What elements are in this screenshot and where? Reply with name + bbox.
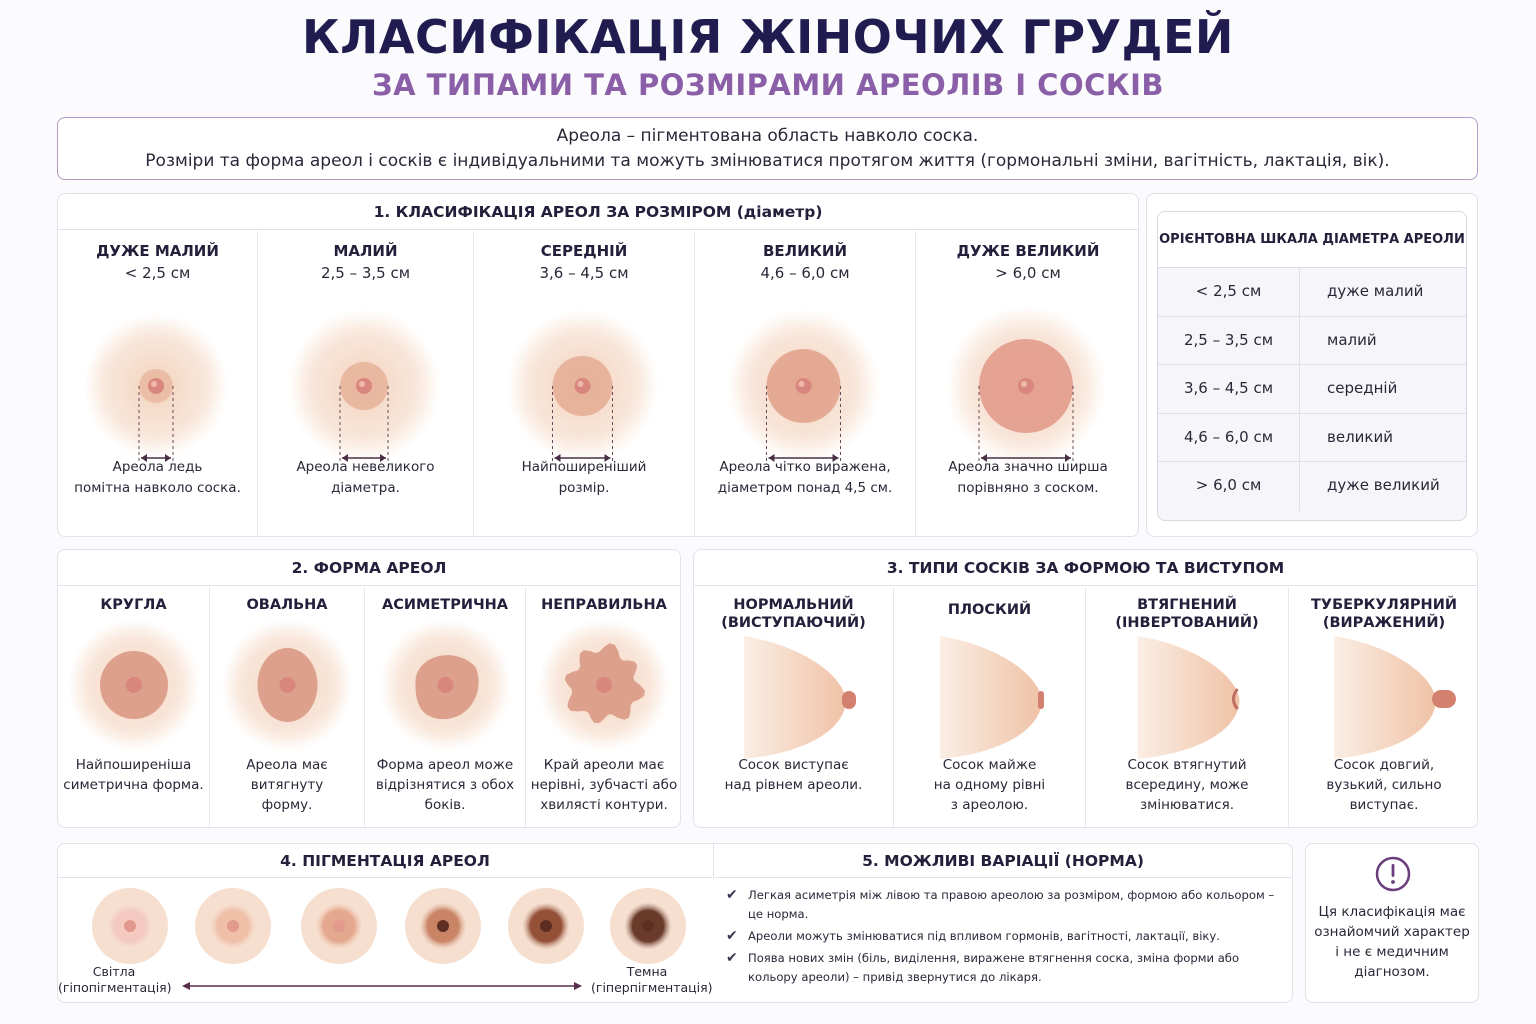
disclaimer-text: Ця класифікація має ознайомчий характер і не є медичним діагнозом. [1314,904,1470,980]
size-description [262,457,469,499]
size-name: ДУЖЕ МАЛИЙ [96,242,219,260]
scale-label: дуже великий [1327,476,1440,494]
scale-label: малий [1327,330,1377,349]
nipple-type-name [1289,596,1479,632]
page-title: КЛАСИФІКАЦІЯ ЖІНОЧИХ ГРУДЕЙ [302,10,1234,64]
nipple-description-line: над рівнем ареоли. [724,777,863,793]
shape-description [369,755,521,815]
areola-shape-illustration [526,615,682,755]
size-section [57,193,1139,537]
areola-shape-illustration [58,615,210,755]
size-section-title: 1. КЛАСИФІКАЦІЯ АРЕОЛ ЗА РОЗМІРОМ (діаметр) [58,194,1138,230]
nipple [438,677,454,693]
scale-divider [1299,414,1300,462]
size-column [474,231,695,536]
shape-section [57,549,681,828]
shape-description-line: боків. [424,797,466,813]
nipple-description [1090,755,1284,815]
pigment-variations-section [57,843,1293,1003]
intro-line-1: Ареола – пігментована область навколо соска. [556,126,979,146]
size-description-line: Ареола невеликого [296,459,435,475]
nipple-description-line: на одному рівні [933,777,1046,793]
nipple-column [694,587,894,827]
areola-size-illustration [258,291,474,471]
pigment-tone-swatch [92,888,168,964]
shape-description-line: форму. [261,797,313,813]
nipple-profile-illustration [1086,631,1289,761]
nipple-highlight [1021,381,1027,387]
nipple-column [1086,587,1289,827]
scale-divider [1299,268,1300,316]
variations-list [726,886,1286,990]
size-range: 2,5 – 3,5 см [320,264,411,282]
pigment-tone-swatch [610,888,686,964]
areola-size-illustration [474,291,695,471]
nipple [227,920,239,932]
scale-row [1158,462,1466,511]
nipple-description-line: всередину, може [1125,777,1249,793]
nipple [596,677,612,693]
shape-description [62,755,205,795]
areola-shape-illustration [210,615,365,755]
nipple-highlight [578,381,584,387]
variation-item [726,949,1286,987]
areola-size-illustration [58,291,258,471]
scale-table-title: ОРІЄНТОВНА ШКАЛА ДІАМЕТРА АРЕОЛИ [1158,212,1466,268]
shape-column [210,587,365,827]
nipple [842,691,856,709]
shape-name: АСИМЕТРИЧНА [381,597,509,613]
size-column [916,231,1140,536]
nipple-type-name-line: (ВИСТУПАЮЧИЙ) [721,615,866,631]
pigment-tone-swatch [195,888,271,964]
scale-label: дуже малий [1327,282,1424,300]
scale-label: середній [1327,379,1398,397]
nipple [540,920,552,932]
size-name: ВЕЛИКИЙ [762,242,848,260]
size-description-line: діаметра. [331,480,400,496]
nipple-type-name-line: (ІНВЕРТОВАНИЙ) [1115,615,1259,631]
size-description [699,457,911,499]
nipple-type-name-line: НОРМАЛЬНИЙ [733,597,854,613]
light-label [58,964,170,996]
size-range: > 6,0 см [995,264,1061,282]
shape-description [530,755,678,815]
nipple-type-name-line: ПЛОСКИЙ [947,602,1032,618]
scale-range: < 2,5 см [1195,282,1262,300]
scale-row [1158,365,1466,414]
page-subtitle: ЗА ТИПАМИ ТА РОЗМІРАМИ АРЕОЛІВ І СОСКІВ [372,68,1164,102]
size-description-line: Найпоширеніший [521,459,647,475]
shape-column [58,587,210,827]
shape-description-line: відрізнятися з обох [375,777,515,793]
nipple-profile-illustration [894,631,1086,761]
variations-section-title: 5. МОЖЛИВІ ВАРІАЦІЇ (НОРМА) [713,844,1292,878]
shape-name: КРУГЛА [100,597,167,613]
dark-label [591,964,713,996]
shape-description-line: нерівні, зубчасті або [530,777,678,793]
pigment-section-title: 4. ПІГМЕНТАЦІЯ АРЕОЛ [58,844,712,878]
nipple-description-line: Сосок майже [942,757,1037,773]
shape-description-line: Найпоширеніша [75,757,192,773]
nipple-section-title: 3. ТИПИ СОСКІВ ЗА ФОРМОЮ ТА ВИСТУПОМ [694,550,1477,586]
check-icon: ✔ [726,887,738,903]
scale-table [1157,211,1467,521]
shape-description-line: хвилясті контури. [540,797,668,813]
scale-label: великий [1327,427,1393,446]
nipple [1038,691,1044,709]
scale-row [1158,414,1466,463]
shape-column [526,587,682,827]
breast-profile [744,636,846,759]
size-name: МАЛИЙ [333,242,398,260]
areola-size-illustration [695,291,916,471]
check-icon: ✔ [726,950,738,966]
nipple-type-name-line: (ВИРАЖЕНИЙ) [1322,615,1446,631]
size-range: 3,6 – 4,5 см [539,264,629,282]
scale-range: 3,6 – 4,5 см [1183,379,1274,397]
variation-item [726,927,1286,946]
size-range: 4,6 – 6,0 см [760,264,850,282]
pigment-tone-swatch [405,888,481,964]
nipple [126,677,142,693]
nipple-type-name [894,601,1085,619]
nipple-description-line: Сосок втягнутий [1127,757,1247,773]
scale-row [1158,268,1466,317]
size-description [62,457,253,499]
shape-name: ОВАЛЬНА [246,597,328,613]
nipple-description [898,755,1081,815]
areola-shape-illustration [365,615,526,755]
light-label-note: (гіпопігментація) [58,980,172,995]
intro-box [57,117,1478,180]
nipple [1432,690,1456,708]
scale-divider [1299,365,1300,413]
nipple-description-line: Сосок виступає [738,757,849,773]
nipple [124,920,136,932]
shape-description-line: Край ареоли має [543,757,665,773]
nipple-highlight [151,381,157,387]
size-name: СЕРЕДНІЙ [540,242,628,260]
size-description [478,457,690,499]
size-description-line: Ареола чітко виражена, [719,459,891,475]
variation-text: Поява нових змін (біль, виділення, виражене втягнення соска, зміна форми або кольору ареоли) – привід звернутися до лікаря. [748,951,1240,984]
size-description [920,457,1136,499]
scale-range: 2,5 – 3,5 см [1183,330,1274,349]
exclamation-circle-icon [1373,854,1413,894]
nipple-profile-illustration [1289,631,1479,761]
shape-description-line: Форма ареол може [376,757,514,773]
dark-label-name: Темна [626,964,668,979]
nipple-description-line: вузький, сильно [1326,777,1442,793]
nipple-column [1289,587,1479,827]
nipple-description-line: з ареолою. [950,797,1029,813]
light-label-name: Світла [92,964,136,979]
nipple-description [1293,755,1475,815]
size-range: < 2,5 см [124,264,191,282]
size-description-line: діаметром понад 4,5 см. [717,480,893,496]
pigment-tone-swatch [301,888,377,964]
shape-column [365,587,526,827]
dark-label-note: (гіперпігментація) [591,980,713,995]
size-name: ДУЖЕ ВЕЛИКИЙ [956,242,1100,260]
areola-size-illustration [916,291,1140,471]
disclaimer-note [1305,843,1479,1003]
nipple-description-line: виступає. [1349,797,1419,813]
nipple [437,920,449,932]
scale-row [1158,317,1466,366]
nipple-type-name [1086,596,1288,632]
nipple [333,920,345,932]
nipple-section [693,549,1478,828]
scale-divider [1299,317,1300,365]
size-description-line: помітна навколо соска. [74,480,241,496]
nipple [642,920,654,932]
nipple-type-name-line: ТУБЕРКУЛЯРНИЙ [1311,597,1457,613]
size-description-line: Ареола значно ширша [948,459,1108,475]
nipple-description [698,755,889,795]
size-column [58,231,258,536]
variation-text: Ареоли можуть змінюватися під впливом гормонів, вагітності, лактації, віку. [748,929,1220,943]
variation-item [726,886,1286,924]
size-description-line: Ареола ледь [112,459,203,475]
nipple-type-name-line: ВТЯГНЕНИЙ [1137,597,1237,613]
nipple [280,677,296,693]
nipple-description-line: Сосок довгий, [1333,757,1435,773]
shape-section-title: 2. ФОРМА АРЕОЛ [58,550,680,586]
scale-range: 4,6 – 6,0 см [1183,427,1274,446]
shape-description-line: Ареола має витягнуту [246,757,328,793]
nipple-type-name [694,596,893,632]
nipple-highlight [799,381,805,387]
scale-divider [1299,462,1300,511]
check-icon: ✔ [726,928,738,944]
breast-profile [1138,636,1240,759]
breast-profile [940,636,1042,759]
variation-text: Легкая асиметрія між лівою та правою ареолою за розміром, формою або кольором – це норма. [748,888,1275,921]
intro-line-2: Розміри та форма ареол і сосків є індивідуальними та можуть змінюватися протягом життя (гормональні зміни, вагітність, лактація, вік). [145,151,1390,171]
nipple-column [894,587,1086,827]
size-description-line: порівняно з соском. [957,480,1099,496]
size-column [258,231,474,536]
scale-range: > 6,0 см [1195,476,1262,494]
shape-name: НЕПРАВИЛЬНА [541,597,667,613]
nipple-profile-illustration [694,631,894,761]
shape-description-line: симетрична форма. [63,777,204,793]
nipple-description-line: змінюватися. [1139,797,1234,813]
nipple-highlight [359,381,365,387]
shape-description [214,755,360,815]
pigment-tone-swatch [508,888,584,964]
breast-profile [1334,636,1436,759]
size-column [695,231,916,536]
size-description-line: розмір. [558,480,610,496]
